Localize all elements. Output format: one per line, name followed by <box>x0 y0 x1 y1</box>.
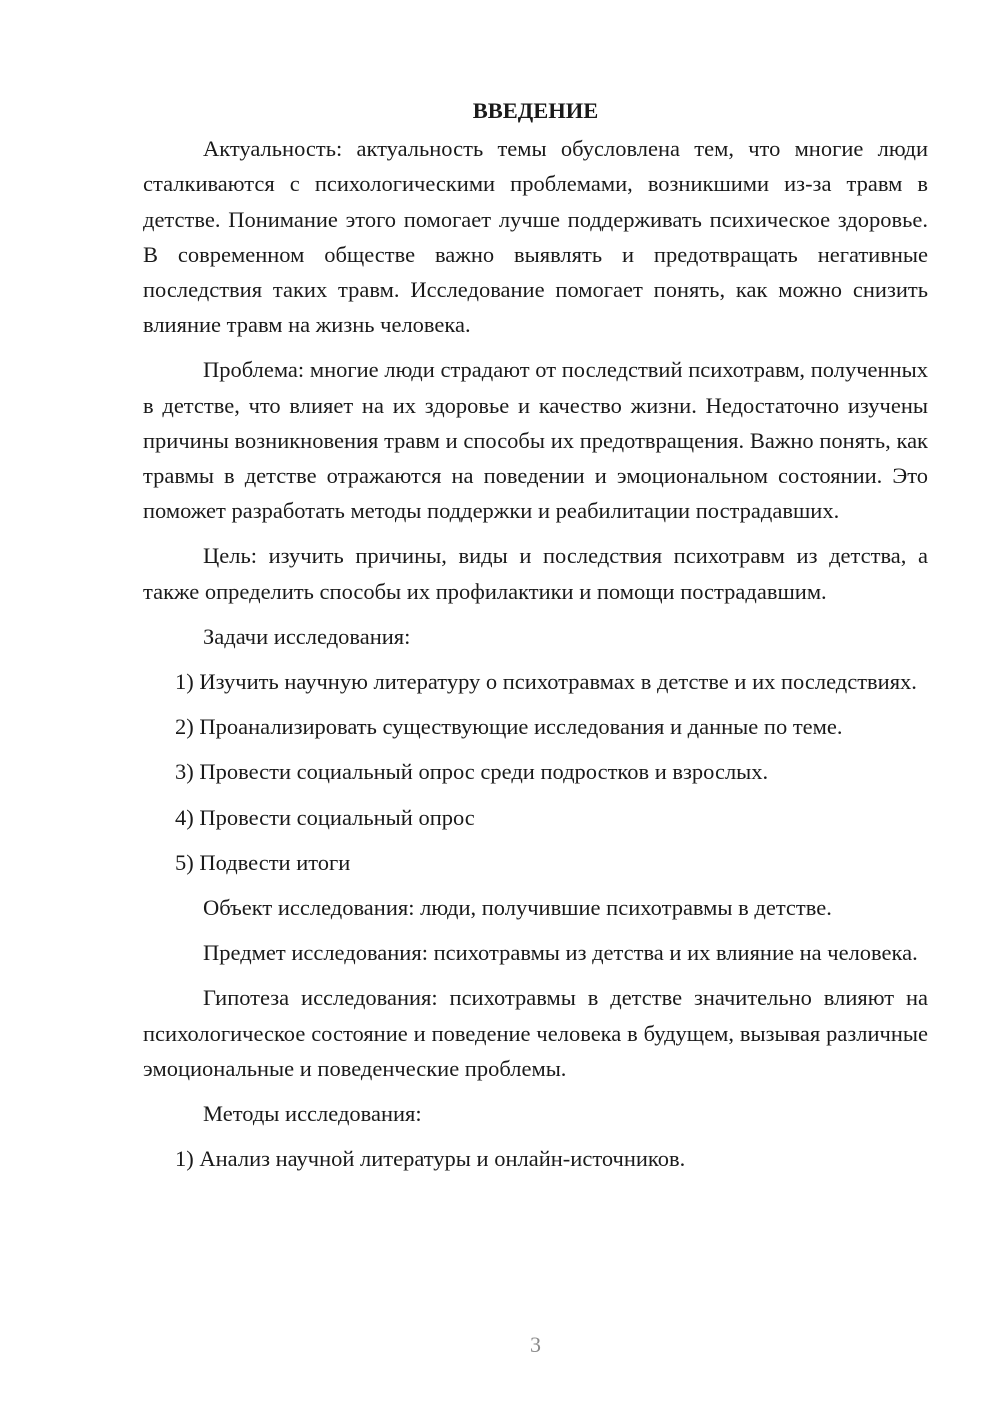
paragraph-hypothesis: Гипотеза исследования: психотравмы в детстве значительно влияют на психологическое состояние и поведение человека в будущем, вызывая различные эмоциональные и поведенческие проблемы. <box>143 985 928 1081</box>
page-content <box>143 93 928 1186</box>
task-item: 3) Провести социальный опрос среди подростков и взрослых. <box>175 759 769 785</box>
method-item: 1) Анализ научной литературы и онлайн-источников. <box>175 1146 686 1172</box>
task-item: 5) Подвести итоги <box>175 849 351 875</box>
task-item: 1) Изучить научную литературу о психотравмах в детстве и их последствиях. <box>175 669 917 695</box>
methods-heading: Методы исследования: <box>203 1101 422 1127</box>
paragraph-problem: Проблема: многие люди страдают от последствий психотравм, полученных в детстве, что влияет на их здоровье и качество жизни. Недостаточно изучены причины возникновения травм и способы их предотвращения. Важно понять, как травмы в детстве отражаются на поведении и эмоциональном состоянии. Это поможет разработать методы поддержки и реабилитации пострадавших. <box>143 357 928 524</box>
paragraph-subject: Предмет исследования: психотравмы из детства и их влияние на человека. <box>203 940 918 966</box>
page-number: 3 <box>530 1332 541 1357</box>
tasks-heading: Задачи исследования: <box>203 623 411 649</box>
section-title: ВВЕДЕНИЕ <box>472 98 599 123</box>
paragraph-relevance: Актуальность: актуальность темы обусловлена тем, что многие люди сталкиваются с психологическими проблемами, возникшими из-за травм в детстве. Понимание этого помогает лучше поддерживать психическое здоровье. В современном обществе важно выявлять и предотвращать негативные последствия таких травм. Исследование помогает понять, как можно снизить влияние травм на жизнь человека. <box>143 136 928 338</box>
task-item: 2) Проанализировать существующие исследования и данные по теме. <box>175 714 843 740</box>
task-item: 4) Провести социальный опрос <box>175 804 475 830</box>
paragraph-goal: Цель: изучить причины, виды и последствия психотравм из детства, а также определить способы их профилактики и помощи пострадавшим. <box>143 543 928 604</box>
paragraph-object: Объект исследования: люди, получившие психотравмы в детстве. <box>203 895 832 921</box>
